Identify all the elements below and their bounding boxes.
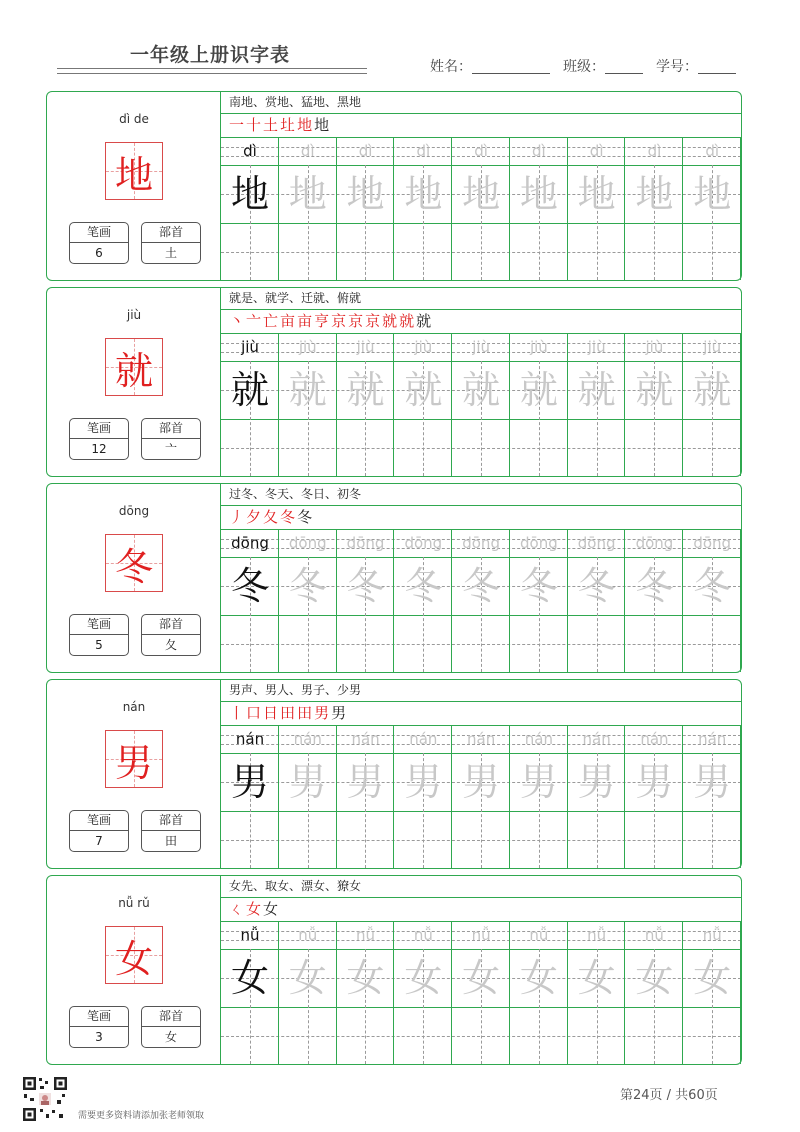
stroke-count-value: 5 <box>95 638 103 652</box>
stroke-step: 亠 <box>246 312 264 330</box>
char-trace: 地 <box>577 172 616 216</box>
stroke-count-box <box>69 222 129 264</box>
char-trace: 就 <box>519 368 558 412</box>
stroke-step: 丶 <box>229 312 247 330</box>
pinyin-trace: nǚ <box>298 926 318 944</box>
stroke-step: 一 <box>229 116 247 134</box>
stroke-count-value: 12 <box>91 442 107 456</box>
char-trace: 女 <box>462 956 501 1000</box>
char-trace: 女 <box>693 956 732 1000</box>
char-trace: 就 <box>693 368 732 412</box>
pinyin-trace: nán <box>235 730 265 748</box>
class-field[interactable] <box>563 56 643 76</box>
char-sample: 女 <box>114 936 153 981</box>
stroke-step: 冬 <box>280 508 298 526</box>
pinyin-trace: nán <box>293 730 322 748</box>
pinyin-trace: jiù <box>529 338 548 356</box>
char-trace: 女 <box>635 956 674 1000</box>
name-field[interactable] <box>430 56 550 76</box>
stroke-step: 口 <box>246 704 264 722</box>
pinyin-trace: nán <box>524 730 553 748</box>
practice-grid <box>221 922 741 1064</box>
char-trace: 女 <box>519 956 558 1000</box>
char-trace: 地 <box>230 172 269 216</box>
radical-box <box>141 1006 201 1048</box>
char-trace: 女 <box>346 956 385 1000</box>
pinyin-trace: dì <box>243 142 257 160</box>
char-sample-box <box>105 142 163 200</box>
char-trace: 地 <box>404 172 443 216</box>
pinyin-trace: dōng <box>346 534 385 552</box>
radical-label: 部首 <box>142 615 200 635</box>
char-pinyin: nán <box>122 700 146 714</box>
char-trace: 就 <box>288 368 327 412</box>
char-trace: 就 <box>404 368 443 412</box>
stroke-count-label: 笔画 <box>70 811 128 831</box>
char-sample: 就 <box>114 348 153 393</box>
pinyin-trace: nǚ <box>240 926 260 944</box>
char-card <box>46 679 742 869</box>
pinyin-trace: dì <box>474 142 488 160</box>
class-label: 班级： <box>563 59 605 75</box>
stroke-count-value: 7 <box>95 834 103 848</box>
footer-note: 需要更多资料请添加张老师领取 <box>78 1111 205 1121</box>
char-info-panel <box>47 680 221 868</box>
pinyin-trace: dōng <box>231 534 269 552</box>
char-trace: 男 <box>519 760 558 804</box>
practice-grid <box>221 530 741 672</box>
pinyin-trace: jiù <box>241 338 259 356</box>
radical-value: 女 <box>164 1030 177 1044</box>
pinyin-trace: nǚ <box>702 926 722 944</box>
pinyin-trace: dōng <box>635 534 674 552</box>
pinyin-trace: dì <box>589 142 604 160</box>
stroke-step: 男 <box>331 704 349 722</box>
page-number: 第24页 / 共60页 <box>620 1088 718 1103</box>
pinyin-trace: nán <box>409 730 438 748</box>
char-trace: 女 <box>230 956 269 1000</box>
word-list: 就是、就学、迁就、俯就 <box>221 288 741 310</box>
stroke-step: 丿 <box>229 508 247 526</box>
char-sample: 冬 <box>114 544 153 589</box>
pinyin-trace: dōng <box>693 534 732 552</box>
radical-value: 夂 <box>164 638 177 652</box>
pinyin-trace: nǚ <box>529 926 549 944</box>
char-trace: 地 <box>462 172 501 216</box>
pinyin-trace: nǚ <box>413 926 433 944</box>
char-sample-box <box>105 534 163 592</box>
stroke-step: 亩 <box>280 312 298 330</box>
char-trace: 地 <box>693 172 732 216</box>
char-trace: 冬 <box>230 564 269 608</box>
stroke-count-value: 3 <box>95 1030 103 1044</box>
practice-panel <box>221 484 741 672</box>
stroke-step: 就 <box>416 312 434 330</box>
char-trace: 女 <box>404 956 443 1000</box>
char-trace: 男 <box>288 760 327 804</box>
stroke-step: 圵 <box>280 116 298 134</box>
char-pinyin: dōng <box>118 504 150 518</box>
pinyin-trace: nán <box>351 730 380 748</box>
pinyin-trace: jiù <box>414 338 433 356</box>
stroke-order <box>221 898 741 922</box>
char-trace: 男 <box>693 760 732 804</box>
pinyin-trace: jiù <box>356 338 375 356</box>
char-trace: 男 <box>230 760 269 804</box>
pinyin-trace: dōng <box>288 534 327 552</box>
radical-label: 部首 <box>142 811 200 831</box>
char-trace: 就 <box>346 368 385 412</box>
stroke-count-box <box>69 810 129 852</box>
stroke-order <box>221 702 741 726</box>
char-trace: 冬 <box>288 564 327 608</box>
char-sample: 地 <box>114 152 153 197</box>
char-sample: 男 <box>114 740 153 785</box>
pinyin-trace: nán <box>698 730 727 748</box>
char-info-panel <box>47 92 221 280</box>
char-info-panel <box>47 876 221 1064</box>
char-card <box>46 875 742 1065</box>
pinyin-trace: dì <box>705 142 720 160</box>
pinyin-trace: jiù <box>703 338 722 356</box>
char-trace: 男 <box>462 760 501 804</box>
stroke-step: 女 <box>263 900 281 918</box>
practice-grid <box>221 138 741 280</box>
pinyin-trace: nán <box>467 730 496 748</box>
char-trace: 男 <box>404 760 443 804</box>
practice-panel <box>221 288 741 476</box>
pinyin-trace: nǚ <box>356 926 376 944</box>
qr-code-icon <box>22 1076 68 1122</box>
word-list: 过冬、冬天、冬日、初冬 <box>221 484 741 506</box>
char-info-panel <box>47 288 221 476</box>
stroke-step: 亡 <box>263 312 281 330</box>
stroke-step: 男 <box>314 704 332 722</box>
page-title: 一年级上册识字表 <box>129 44 290 66</box>
pinyin-trace: dōng <box>404 534 443 552</box>
char-pinyin: dì de <box>119 112 149 126</box>
stroke-step: 京 <box>331 312 349 330</box>
stroke-count-box <box>69 418 129 460</box>
char-trace: 男 <box>577 760 616 804</box>
char-trace: 地 <box>635 172 674 216</box>
char-trace: 冬 <box>693 564 732 608</box>
practice-panel <box>221 680 741 868</box>
pinyin-trace: nǚ <box>644 926 664 944</box>
stroke-step: ㄑ <box>229 900 247 918</box>
char-pinyin: nǚ rǔ <box>118 896 150 910</box>
stroke-step: 十 <box>246 116 264 134</box>
char-card <box>46 483 742 673</box>
pinyin-trace: nǚ <box>471 926 491 944</box>
char-trace: 就 <box>577 368 616 412</box>
pinyin-trace: dōng <box>577 534 616 552</box>
char-trace: 地 <box>288 172 327 216</box>
char-trace: 冬 <box>635 564 674 608</box>
title-underline <box>57 68 367 74</box>
char-trace: 地 <box>519 172 558 216</box>
char-trace: 冬 <box>519 564 558 608</box>
pinyin-trace: dì <box>416 142 431 160</box>
char-sample-box <box>105 338 163 396</box>
char-trace: 就 <box>230 368 269 412</box>
char-trace: 男 <box>346 760 385 804</box>
char-trace: 冬 <box>577 564 616 608</box>
pinyin-trace: dì <box>358 142 373 160</box>
practice-panel <box>221 92 741 280</box>
stroke-step: 田 <box>280 704 298 722</box>
stroke-count-label: 笔画 <box>70 419 128 439</box>
stroke-order <box>221 310 741 334</box>
pinyin-trace: jiù <box>298 338 317 356</box>
stroke-step: 日 <box>263 704 281 722</box>
stroke-step: 丨 <box>229 704 247 722</box>
char-card <box>46 91 742 281</box>
stroke-step: 京 <box>365 312 383 330</box>
stroke-step: 就 <box>382 312 400 330</box>
radical-value: 田 <box>164 834 177 848</box>
pinyin-trace: dì <box>532 142 546 160</box>
radical-value: 亠 <box>164 442 177 456</box>
word-list: 男声、男人、男子、少男 <box>221 680 741 702</box>
stroke-count-label: 笔画 <box>70 615 128 635</box>
pinyin-trace: nán <box>582 730 611 748</box>
char-info-panel <box>47 484 221 672</box>
radical-label: 部首 <box>142 223 200 243</box>
char-sample-box <box>105 730 163 788</box>
stroke-step: 田 <box>297 704 315 722</box>
stroke-step: 就 <box>399 312 417 330</box>
char-trace: 就 <box>462 368 501 412</box>
char-trace: 就 <box>635 368 674 412</box>
stroke-step: 夂 <box>263 508 281 526</box>
pinyin-trace: dì <box>300 142 315 160</box>
number-blank[interactable] <box>698 73 736 74</box>
page-header <box>0 0 800 90</box>
stroke-count-value: 6 <box>95 246 103 260</box>
char-trace: 冬 <box>462 564 501 608</box>
char-trace: 女 <box>577 956 616 1000</box>
radical-box <box>141 418 201 460</box>
class-blank[interactable] <box>605 73 643 74</box>
stroke-count-box <box>69 614 129 656</box>
practice-grid <box>221 726 741 868</box>
number-field[interactable] <box>656 56 736 76</box>
stroke-step: 冬 <box>297 508 315 526</box>
word-list: 女先、取女、漂女、獠女 <box>221 876 741 898</box>
pinyin-trace: dōng <box>462 534 500 552</box>
practice-panel <box>221 876 741 1064</box>
char-trace: 冬 <box>346 564 385 608</box>
stroke-step: 亩 <box>297 312 315 330</box>
stroke-count-label: 笔画 <box>70 223 128 243</box>
number-label: 学号： <box>656 59 698 75</box>
name-blank[interactable] <box>472 73 550 74</box>
stroke-step: 亨 <box>314 312 332 330</box>
pinyin-trace: dōng <box>520 534 558 552</box>
name-label: 姓名： <box>430 59 472 75</box>
pinyin-trace: dì <box>647 142 662 160</box>
char-trace: 冬 <box>404 564 443 608</box>
stroke-step: 地 <box>297 116 315 134</box>
radical-label: 部首 <box>142 419 200 439</box>
char-trace: 地 <box>346 172 385 216</box>
pinyin-trace: nǚ <box>587 926 607 944</box>
char-sample-box <box>105 926 163 984</box>
char-pinyin: jiù <box>126 308 142 322</box>
char-trace: 男 <box>635 760 674 804</box>
stroke-step: 地 <box>314 116 332 134</box>
stroke-count-label: 笔画 <box>70 1007 128 1027</box>
radical-box <box>141 810 201 852</box>
radical-label: 部首 <box>142 1007 200 1027</box>
stroke-order <box>221 506 741 530</box>
char-trace: 女 <box>288 956 327 1000</box>
char-card <box>46 287 742 477</box>
stroke-order <box>221 114 741 138</box>
stroke-step: 土 <box>263 116 281 134</box>
word-list: 南地、赏地、猛地、黑地 <box>221 92 741 114</box>
stroke-count-box <box>69 1006 129 1048</box>
pinyin-trace: jiù <box>472 338 491 356</box>
pinyin-trace: jiù <box>645 338 664 356</box>
stroke-step: 夕 <box>246 508 264 526</box>
pinyin-trace: nán <box>640 730 669 748</box>
stroke-step: 京 <box>348 312 366 330</box>
radical-value: 土 <box>164 246 177 260</box>
stroke-step: 女 <box>246 900 264 918</box>
practice-grid <box>221 334 741 476</box>
radical-box <box>141 614 201 656</box>
radical-box <box>141 222 201 264</box>
pinyin-trace: jiù <box>587 338 606 356</box>
